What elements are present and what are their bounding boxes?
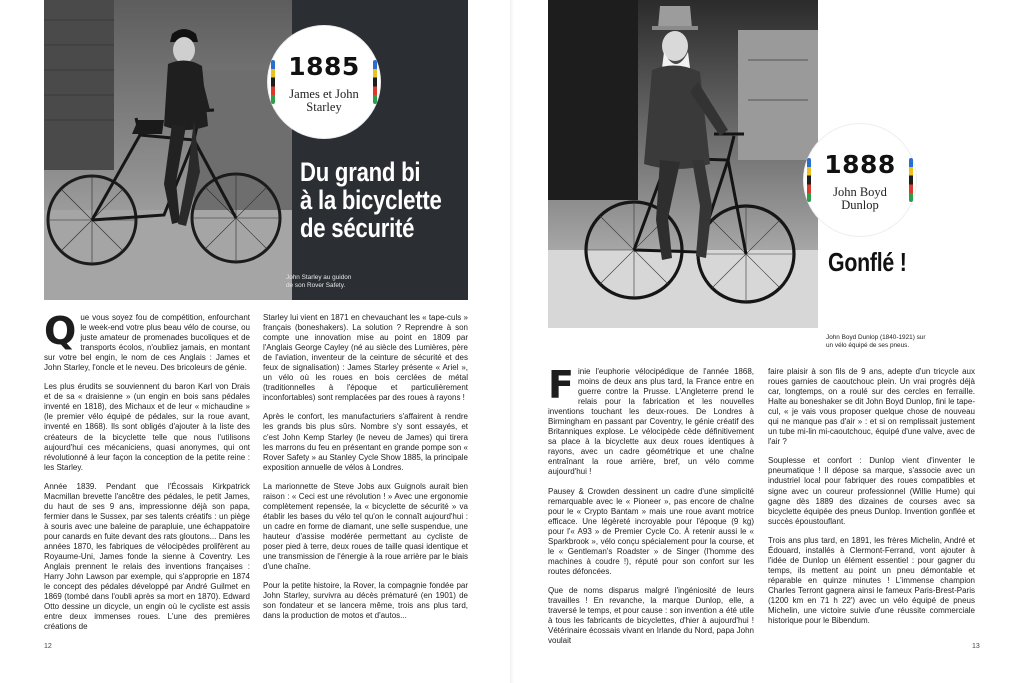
dunlop-photo (548, 0, 818, 328)
caption-line: un vélo équipé de ses pneus. (826, 342, 910, 349)
paragraph: Les plus érudits se souviennent du baron Karl von Drais et de sa « draisienne » (un engin en bois sans pédales inventé en 1818), des Michaux et de leur « michaudine » (le premier vélo équipé de pédales, sur la roue avant, inventé en 1868). Ils sont obligés d'ajouter à la liste des créateurs de la bicyclette telle que nous l'utilisons aujourd'hui ces mécaniciens, quasi anonymes, qui ont révolutionné à leur façon la conception de la petite reine : les Starley. (44, 382, 250, 472)
paragraph-text: ue vous soyez fou de compétition, enfourchant le week-end votre plus beau vélo de course, ou juste amateur de promenades bucoliques et de transports écolos, n'oubliez jamais, en montant sur votre bel engin, le nom de ces Anglais : James et John Starley, l'oncle et le neveu. Des bricoleurs de génie. (44, 313, 250, 373)
badge-name-line: James et John (289, 87, 359, 101)
photo-caption (826, 334, 925, 350)
paragraph: Souplesse et confort : Dunlop vient d'inventer le pneumatique ! Il dépose sa marque, s'associe avec un industriel local pour fabriquer des roues compatibles et signe avec un coureur professionnel (Willie Hume) qui gagne dès 1889 des dizaines de courses avec sa bicyclette équipée des pneus Dunlop. Invention gonflée et succès époustouflant. (768, 456, 975, 526)
headline-line: Du grand bi (300, 157, 421, 187)
badge-year: 1888 (824, 150, 896, 179)
badge-names (814, 186, 906, 212)
headline-line: Gonflé ! (828, 247, 907, 277)
year-badge-1888 (804, 124, 916, 236)
badge-name-line: Dunlop (841, 198, 879, 212)
paragraph: La marionnette de Steve Jobs aux Guignols aurait bien raison : « Ceci est une révolution ! » Avec une ergonomie complètement repensée, la « bicyclette de sécurité » va établir les bases du vélo tel qu'on le connaît aujourd'hui : un cadre en forme de diamant, une selle suspendue, une hauteur d'assise modérée permettant au cycliste de poser pied à terre, deux roues de taille quasi identique et une transmission de l'énergie à la roue arrière par le biais d'une chaîne. (263, 481, 468, 572)
paragraph (548, 363, 754, 478)
paragraph: faire plaisir à son fils de 9 ans, adepte d'un tricycle aux roues garnies de caoutchouc plein. Un vrai progrès déjà car, longtemps, on a roulé sur des cercles en ferraille. Halte au boneshaker se dit John Boyd Dunlop, fini le tape-cul, « je vais vous proposer quelque chose de nouveau qui ne manque pas d'air » : et si on remplissait justement un tube mi-lin mi-caoutchouc, équipé d'une valve, avec de l'air ? (768, 367, 975, 447)
caption-line: John Starley au guidon (286, 274, 352, 281)
drop-cap: Q (44, 309, 77, 353)
page-number: 13 (972, 643, 980, 650)
badge-names (278, 88, 370, 114)
paragraph: Trois ans plus tard, en 1891, les frères Michelin, André et Édouard, installés à Clermont-Ferrand, vont ajouter à l'idée de Dunlop un élément essentiel : pour gagner du temps, ils mettent au point un pneu démontable et réparable en quinze minutes ! L'immense champion Charles Terront gagnera ainsi le fameux Paris-Brest-Paris (1200 km en 71 h 22') avec un vélo équipé de pneus Michelin, une victoire suivie d'une réussite commerciale historique pour le Bibendum. (768, 535, 975, 626)
paragraph-text: inie l'euphorie vélocipédique de l'année 1868, moins de deux ans plus tard, la France entre en guerre contre la Prusse. L'Angleterre prend le relais pour la fabrication et les nouvelles inventions touchant les deux-roues. De Londres à Birmingham en passant par Coventry, le génie créatif des Britanniques explose. Le vélocipède cède définitivement sa place à la bicyclette aux deux roues identiques à rayons, avec un cadre géométrique et une chaîne entraînant la roue arrière, bref, un vélo comme aujourd'hui ! (548, 367, 754, 477)
drop-cap: F (548, 363, 574, 407)
headline-line: à la bicyclette (300, 185, 442, 215)
paragraph: Pausey & Crowden dessinent un cadre d'une simplicité remarquable avec le « Pioneer », pas encore de chaîne pour le « Crypto Bantam » mais une roue avant motrice efficace. Une légèreté incroyable pour l'époque (9 kg) pour l'« A93 » de Premier Cycle Co. À retenir aussi le « Sparkbrook », vélo conçu spécialement pour la course, et le « Gentleman's Roadster » de Singer (l'homme des machines à coudre !), réputé pour son confort sur les routes défoncées. (548, 486, 754, 576)
badge-name-line: John Boyd (833, 185, 887, 199)
paragraph: Année 1839. Pendant que l'Écossais Kirkpatrick Macmillan brevette l'ancêtre des pédales, le petit James, du haut de ses 9 ans, impressionne déjà son papa, fermier dans le Sussex, par ses talents créatifs : un piège à souris avec une baleine de parapluie, une échappatoire pour canards en fuite devant des rats gloutons... Dans les années 1870, les fabriques de vélocipèdes prolifèrent au Royaume-Uni, James fonde la sienne à Coventry. Les Anglais prennent le relais des inventions françaises : Harry John Lawson par exemple, qui s'approprie en 1874 le concept des pédales développé par André Guilmet en 1869 (tombé dans l'oubli après sa mort en 1870). Edward Otto dessine un dicycle, un engin où le cycliste est assis entre deux immenses roues. L'une des premières créations de (44, 481, 250, 632)
article-headline (300, 158, 442, 242)
paragraph (44, 309, 250, 373)
headline-line: de sécurité (300, 213, 415, 243)
text-column-1 (44, 309, 250, 641)
badge-year: 1885 (288, 52, 360, 81)
year-badge-1885 (268, 26, 380, 138)
badge-name-line: Starley (306, 100, 342, 114)
paragraph: Starley lui vient en 1871 en chevauchant les « tape-culs » français (boneshakers). La solution ? Reprendre à son compte une innovation mise au point en 1809 par l'Anglais George Cayley (né au siècle des Lumières, père de l'aviation, inventeur de la ceinture de sécurité et des feux de signalisation) : James Starley présente « Ariel », un vélo où les roues en bois cerclées de métal (traditionnelles à l'époque et particulièrement inconfortables) sont remplacées par des roues à rayons ! (263, 313, 468, 403)
paragraph: Que de noms disparus malgré l'ingéniosité de leurs travailles ! En revanche, la marque Dunlop, elle, a traversé le temps, et pour cause : son invention a été utile à tous les fabricants de bicyclettes, d'hier à aujourd'hui ! Vétérinaire écossais vivant en Irlande du Nord, papa John voulait (548, 585, 754, 646)
spine-shadow (510, 0, 514, 683)
photo-caption (286, 274, 351, 290)
starley-photo-art (44, 0, 292, 300)
paragraph: Après le confort, les manufacturiers s'affairent à rendre les grands bis plus sûrs. Nombre s'y sont essayés, et c'est John Kemp Starley (le neveu de James) qui tirera les marrons du feu en présentant en grande pompe son « Rover Safety » au Stanley Cycle Show 1885, la principale exposition annuelle de vélos à Londres. (263, 412, 468, 472)
caption-line: John Boyd Dunlop (1840-1921) sur (826, 334, 926, 341)
article-headline (828, 248, 907, 276)
text-column-2 (768, 367, 975, 635)
paragraph: Pour la petite histoire, la Rover, la compagnie fondée par John Starley, survivra au décès prématuré (en 1901) de son fondateur et se lancera même, trois ans plus tard, dans la production de motos et d'autos... (263, 581, 468, 621)
text-column-2 (263, 313, 468, 630)
starley-photo (44, 0, 292, 300)
caption-line: de son Rover Safety. (286, 282, 346, 289)
right-page (512, 0, 1024, 683)
dunlop-photo-art (548, 0, 818, 328)
text-column-1 (548, 363, 754, 655)
page-number: 12 (44, 643, 52, 650)
